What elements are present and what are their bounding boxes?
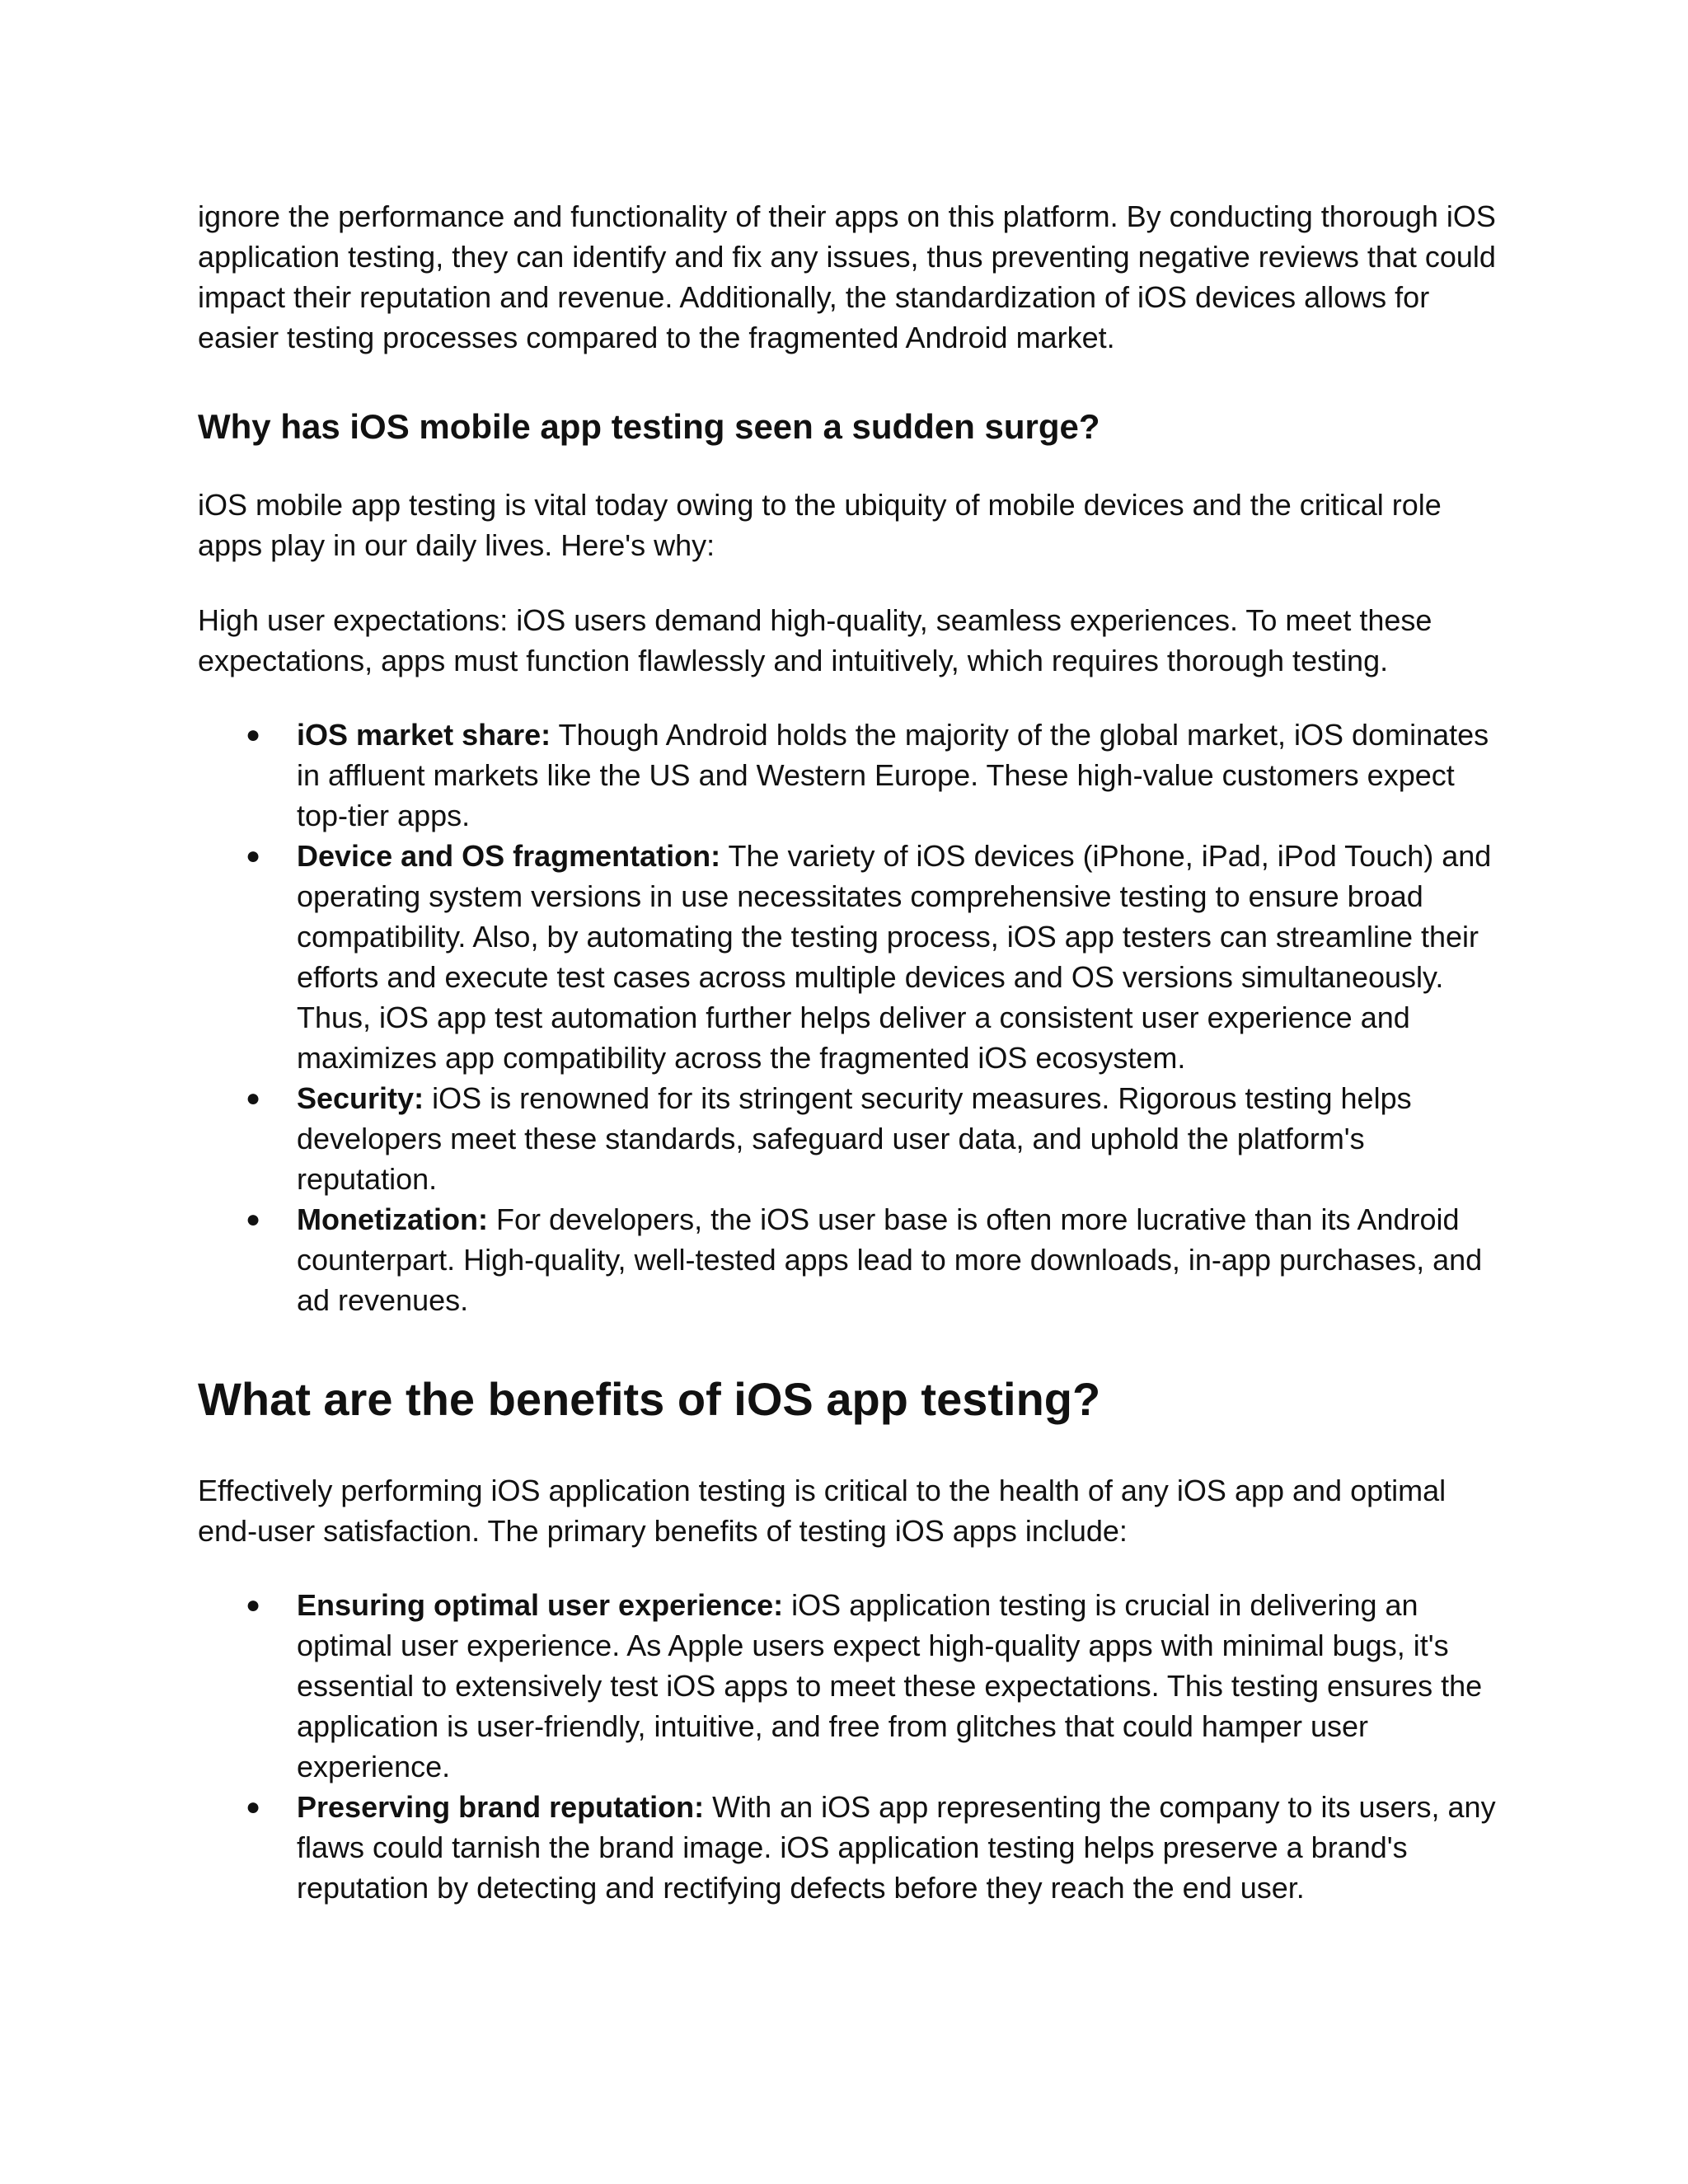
bullet-text: iOS is renowned for its stringent security measures. Rigorous testing helps developers meet these standards, safeguard user data, and uphold the platform's reputation. xyxy=(297,1081,1412,1196)
bullet-term: Device and OS fragmentation: xyxy=(297,839,721,873)
section-heading-benefits: What are the benefits of iOS app testing? xyxy=(198,1373,1101,1425)
bullet-term: Preserving brand reputation: xyxy=(297,1790,705,1824)
bullet-text: For developers, the iOS user base is often more lucrative than its Android counterpart. High-quality, well-tested apps lead to more downloads, in-app purchases, and ad revenues. xyxy=(297,1202,1483,1317)
benefits-bullet-list xyxy=(198,1585,1500,1908)
list-item xyxy=(198,1787,1500,1908)
list-item xyxy=(198,1585,1500,1787)
section-heading-surge: Why has iOS mobile app testing seen a sudden surge? xyxy=(198,407,1100,446)
bullet-icon: ● xyxy=(246,1085,261,1112)
bullet-term: Ensuring optimal user experience: xyxy=(297,1588,784,1622)
benefits-paragraph: Effectively performing iOS application testing is critical to the health of any iOS app and optimal end-user satisfaction. The primary benefits of testing iOS apps include: xyxy=(198,1474,1447,1548)
bullet-icon: ● xyxy=(246,1793,261,1821)
intro-paragraph: ignore the performance and functionality of their apps on this platform. By conducting thorough iOS application testing, they can identify and fix any issues, thus preventing negative reviews that could impact their reputation and revenue. Additionally, the standardization of iOS devices allows for easier testing processes compared to the fragmented Android market. xyxy=(198,199,1496,354)
bullet-icon: ● xyxy=(246,1591,261,1619)
document-body xyxy=(198,196,1500,1908)
list-item xyxy=(198,836,1500,1078)
bullet-icon: ● xyxy=(246,1206,261,1233)
surge-bullet-list xyxy=(198,715,1500,1320)
bullet-icon: ● xyxy=(246,842,261,869)
bullet-term: iOS market share: xyxy=(297,718,551,752)
bullet-text: Though Android holds the majority of the global market, iOS dominates in affluent markets like the US and Western Europe. These high-value customers expect top-tier apps. xyxy=(297,718,1489,832)
surge-paragraph-1: iOS mobile app testing is vital today owing to the ubiquity of mobile devices and the critical role apps play in our daily lives. Here's why: xyxy=(198,488,1442,562)
bullet-term: Security: xyxy=(297,1081,424,1115)
bullet-term: Monetization: xyxy=(297,1202,488,1236)
bullet-icon: ● xyxy=(246,721,261,748)
list-item xyxy=(198,715,1500,836)
bullet-text: iOS application testing is crucial in delivering an optimal user experience. As Apple users expect high-quality apps with minimal bugs, it's essential to extensively test iOS apps to meet these expectations. This testing ensures the application is user-friendly, intuitive, and free from glitches that could hamper user experience. xyxy=(297,1588,1483,1783)
bullet-text: The variety of iOS devices (iPhone, iPad, iPod Touch) and operating system versions in use necessitates comprehensive testing to ensure broad compatibility. Also, by automating the testing process, iOS app testers can streamline their efforts and execute test cases across multiple devices and OS versions simultaneously. Thus, iOS app test automation further helps deliver a consistent user experience and maximizes app compatibility across the fragmented iOS ecosystem. xyxy=(297,839,1492,1075)
list-item xyxy=(198,1199,1500,1320)
list-item xyxy=(198,1078,1500,1199)
bullet-text: With an iOS app representing the company to its users, any flaws could tarnish the brand image. iOS application testing helps preserve a brand's reputation by detecting and rectifying defects before they reach the end user. xyxy=(297,1790,1496,1905)
surge-paragraph-2: High user expectations: iOS users demand high-quality, seamless experiences. To meet these expectations, apps must function flawlessly and intuitively, which requires thorough testing. xyxy=(198,603,1432,677)
